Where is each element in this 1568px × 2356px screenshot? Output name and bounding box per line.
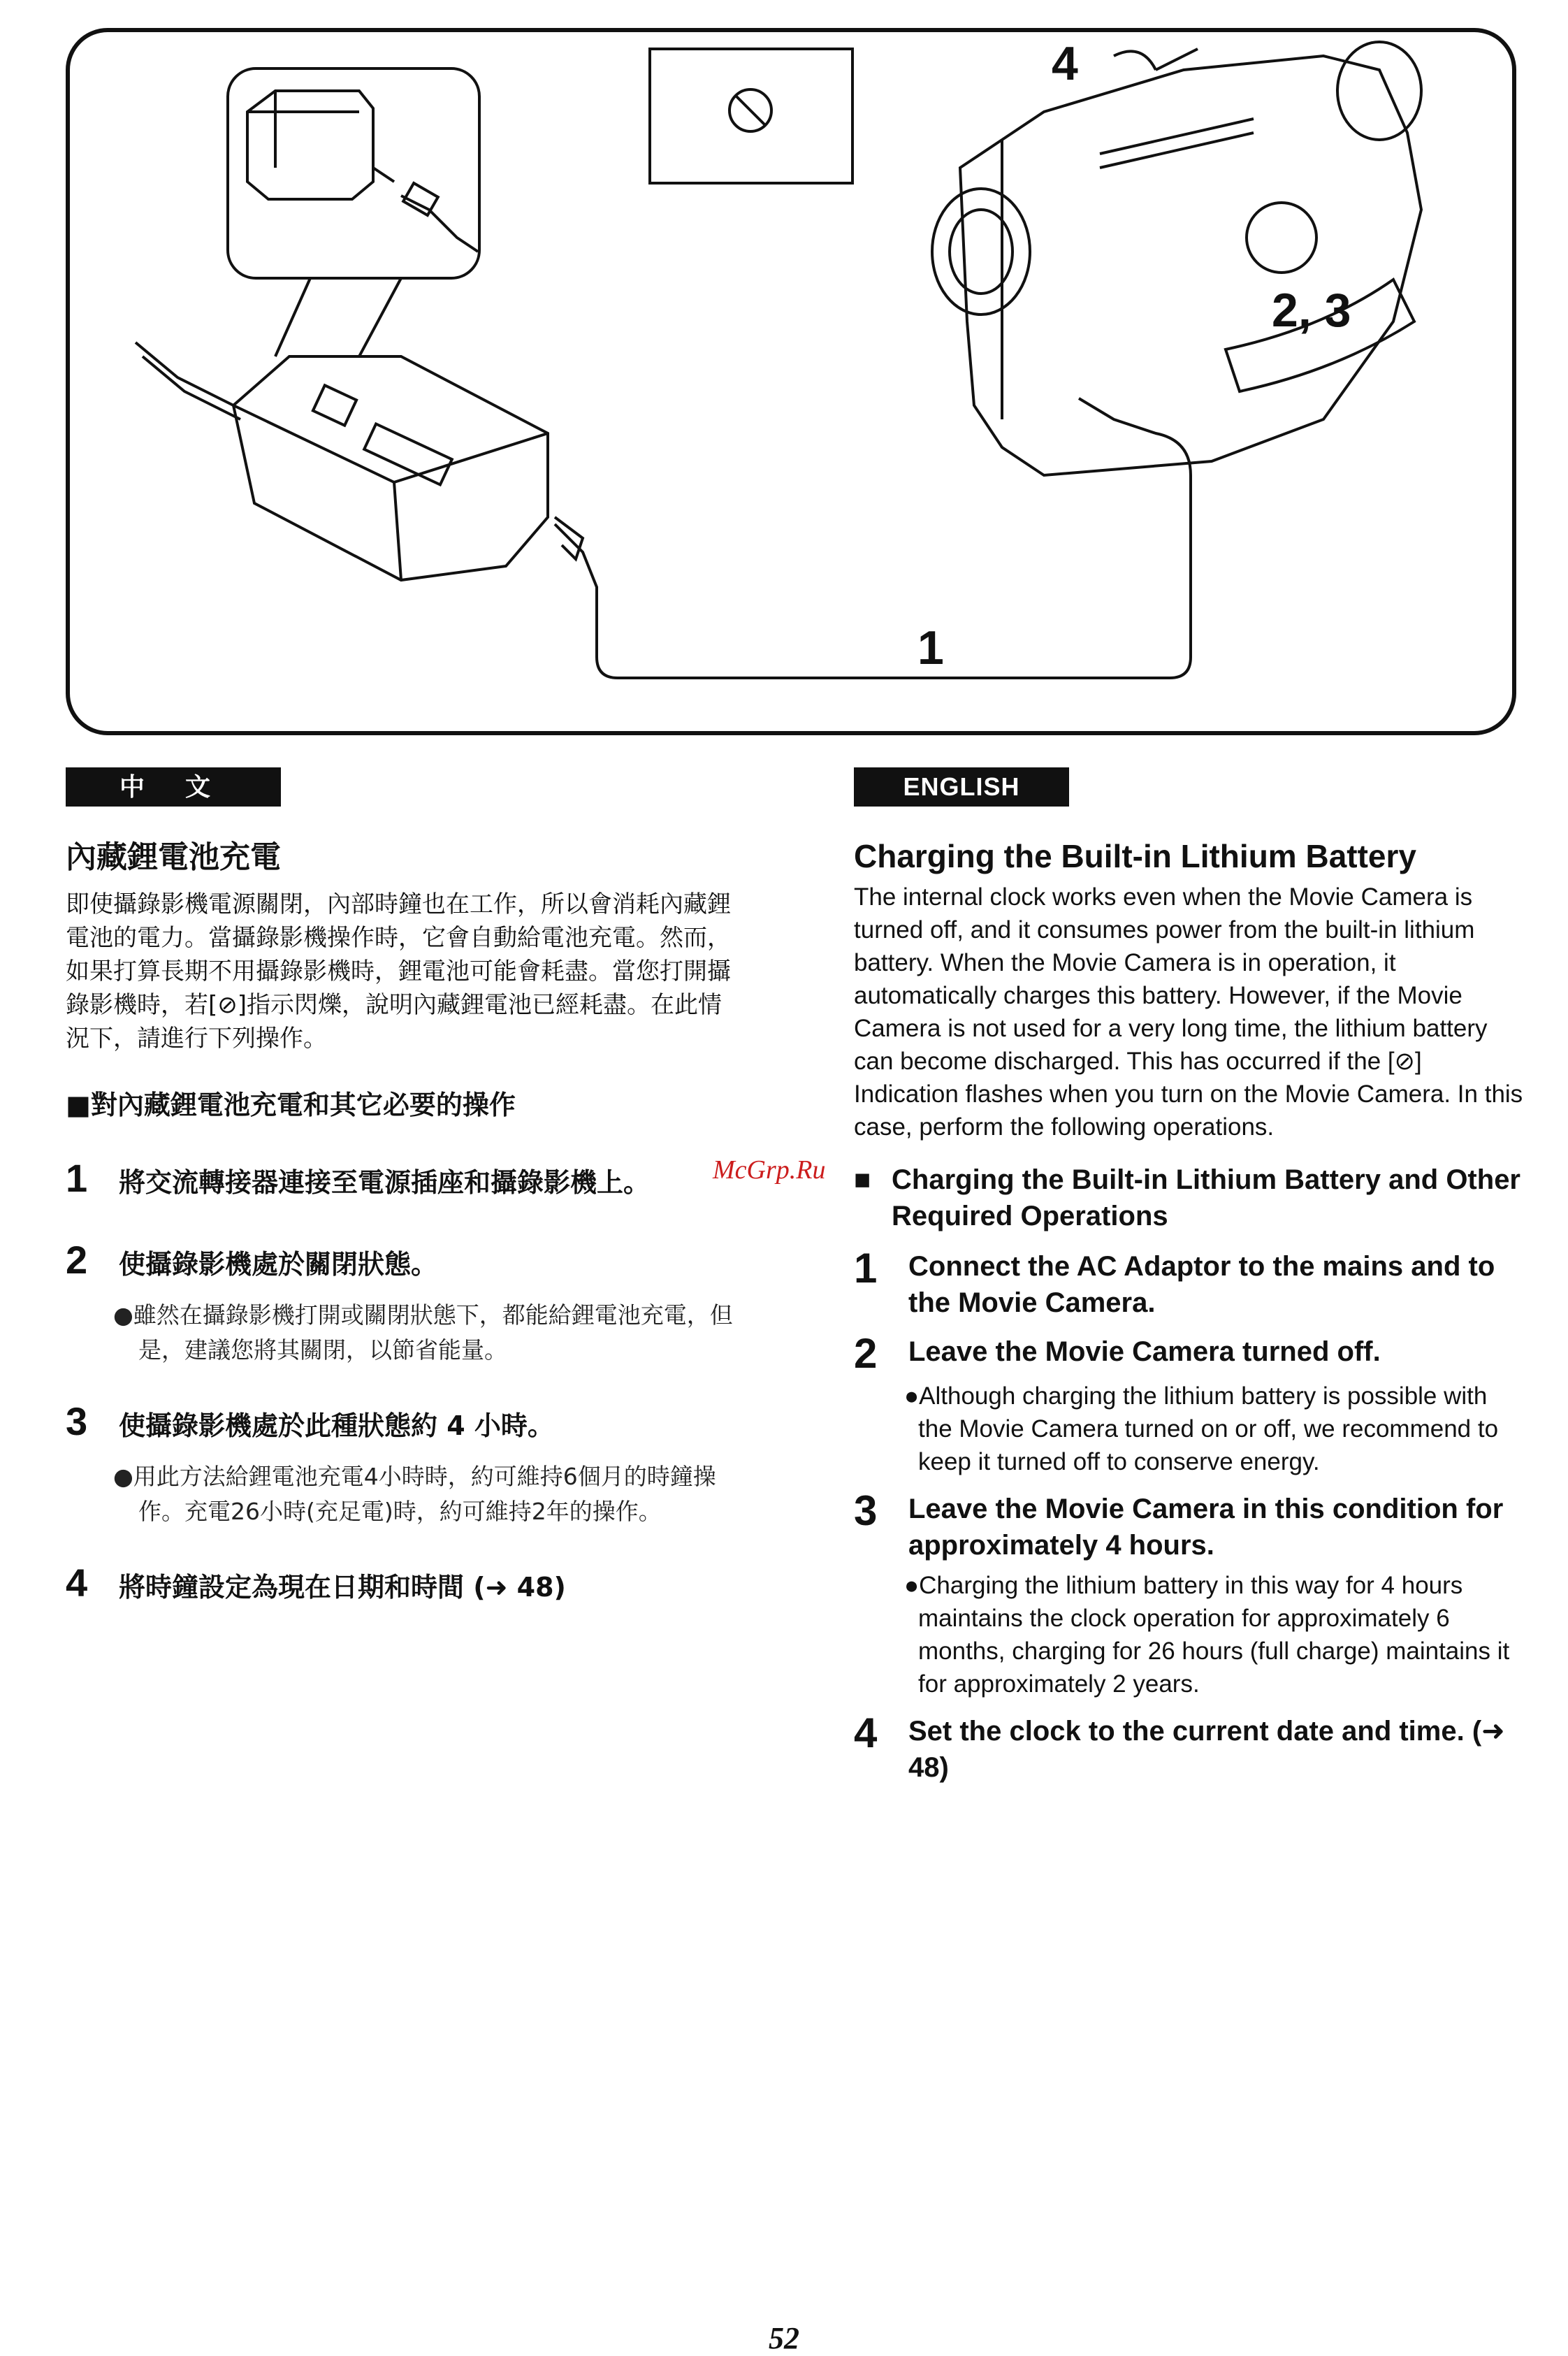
chinese-title: 內藏鋰電池充電 [66,839,281,875]
step-number: 1 [66,1156,88,1200]
section-square-icon: ■ [854,1164,871,1195]
english-step-2-note: ●Although charging the lithium battery is possible with the Movie Camera turned on or off, we recommend to keep it turned off to conserve energy. [904,1382,1499,1475]
chinese-step-4 [66,1560,743,1605]
english-title: Charging the Built-in Lithium Battery [854,838,1416,874]
page-number: 52 [769,2321,799,2355]
camera-viewfinder [1337,42,1421,140]
callout-1: 1 [917,621,944,674]
adaptor-inset [247,91,373,199]
step-text: Leave the Movie Camera in this condition for approximately 4 hours. [908,1494,1504,1561]
chinese-step-3-note: ●用此方法給鋰電池充電4小時時，約可維持6個月的時鐘操作。充電26小時(充足電)時，約可維持2年的操作。 [113,1463,716,1525]
chinese-section-heading: ■對內藏鋰電池充電和其它必要的操作 [66,1090,516,1120]
chinese-column [66,767,743,1621]
chinese-step-1 [66,1155,743,1201]
step-number: 4 [854,1710,878,1756]
english-step-2 [854,1330,1525,1377]
charging-illustration [66,28,1516,735]
step-number: 3 [854,1487,878,1534]
chinese-language-tag: 中 文 [66,767,281,807]
english-step-1 [854,1245,1525,1321]
step-text: Leave the Movie Camera turned off. [908,1336,1381,1367]
watermark: McGrp.Ru [713,1155,826,1185]
english-column [854,767,1525,1791]
english-step-3-note: ●Charging the lithium battery in this way for 4 hours maintains the clock operation for approximately 6 months, charging for 26 hours (full charge) maintains it for approximately 2 years. [904,1572,1510,1698]
english-section-heading [854,1162,1525,1234]
step-text: 使攝錄影機處於關閉狀態。 [119,1249,438,1280]
plug-inset [401,196,478,252]
step-text: 使攝錄影機處於此種狀態約 4 小時。 [119,1410,554,1441]
step-number: 3 [66,1399,88,1443]
ac-adaptor [233,356,548,580]
chinese-step-2-note: ●雖然在攝錄影機打開或關閉狀態下，都能給鋰電池充電，但是，建議您將其關閉，以節省能量。 [113,1301,733,1364]
english-intro: The internal clock works even when the Movie Camera is turned off, and it consumes power from the built-in lithium battery. When the Movie Camera is in operation, it automatically charges this battery. However, if the Movie Camera is not used for a very long time, the lithium battery can become discharged. This has occurred if the [⊘] Indication flashes when you turn on the Movie Camera. In this case, perform the following operations. [854,883,1523,1141]
callout-4: 4 [1052,37,1078,90]
camera-lens [932,189,1030,315]
callout-2-3: 2, 3 [1272,284,1351,337]
step-number: 1 [854,1245,878,1292]
english-language-tag: ENGLISH [854,767,1069,807]
step-text: 將時鐘設定為現在日期和時間 (➜ 48) [119,1572,566,1603]
english-step-4 [854,1710,1525,1786]
section-heading-text: Charging the Built-in Lithium Battery and Other Required Operations [892,1164,1520,1231]
chinese-intro: 即使攝錄影機電源關閉，內部時鐘也在工作，所以會消耗內藏鋰電池的電力。當攝錄影機操作時，它會自動給電池充電。然而，如果打算長期不用攝錄影機時，鋰電池可能會耗盡。當您打開攝錄影機時，若[⊘]指示閃爍，說明內藏鋰電池已經耗盡。在此情況下，請進行下列操作。 [66,890,731,1053]
step-text: Set the clock to the current date and time. (➜ 48) [908,1716,1505,1783]
chinese-step-3 [66,1399,743,1444]
step-number: 4 [66,1561,88,1605]
clock-indication-box [650,49,852,183]
english-step-3 [854,1487,1525,1563]
step-text: 將交流轉接器連接至電源插座和攝錄影機上。 [119,1167,651,1198]
chinese-step-2 [66,1237,743,1282]
step-text: Connect the AC Adaptor to the mains and to the Movie Camera. [908,1251,1495,1318]
step-number: 2 [854,1330,878,1377]
step-number: 2 [66,1238,88,1282]
dc-cable [555,398,1191,678]
